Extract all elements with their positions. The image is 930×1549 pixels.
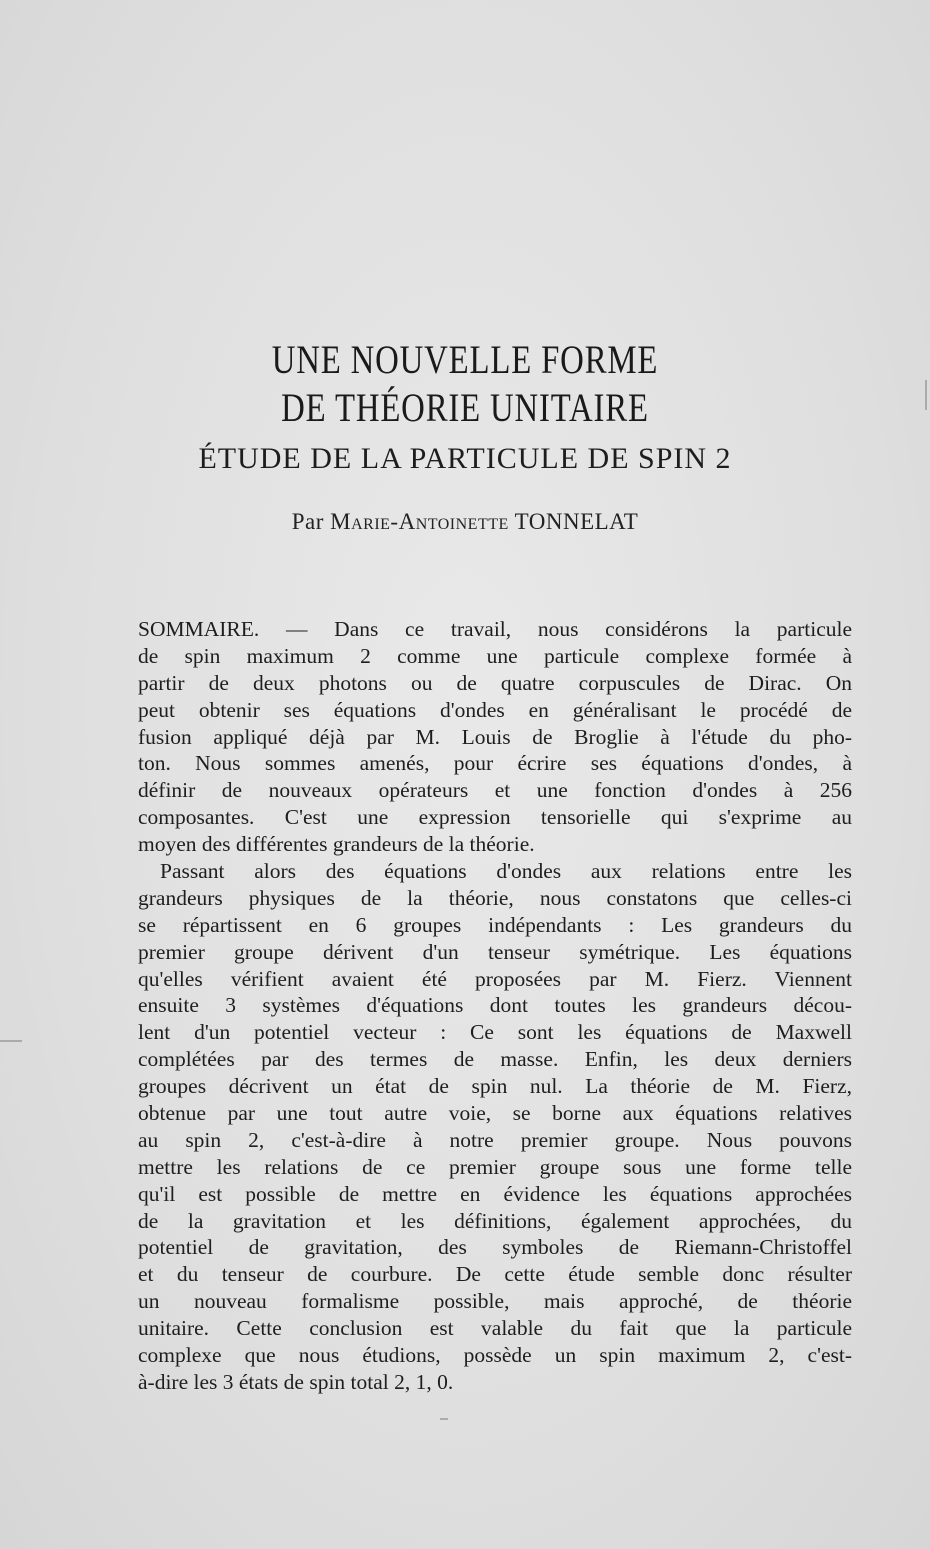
abstract-line: complétées par des termes de masse. Enfin, les deux derniers (138, 1047, 852, 1072)
abstract-line: ton. Nous sommes amenés, pour écrire ses équations d'ondes, à (138, 751, 852, 776)
subtitle: ÉTUDE DE LA PARTICULE DE SPIN 2 (198, 442, 732, 475)
abstract-line: de la gravitation et les définitions, également approchées, du (138, 1208, 852, 1233)
abstract-line: partir de deux photons ou de quatre corpuscules de Dirac. On (138, 670, 852, 695)
abstract-line: à-dire les 3 états de spin total 2, 1, 0. (138, 1369, 454, 1394)
abstract-line: peut obtenir ses équations d'ondes en généralisant le procédé de (138, 697, 852, 722)
abstract-line: obtenue par une tout autre voie, se borne aux équations relatives (138, 1101, 852, 1126)
abstract-line: au spin 2, c'est-à-dire à notre premier groupe. Nous pouvons (138, 1127, 852, 1152)
abstract-line: un nouveau formalisme possible, mais approché, de théorie (138, 1289, 852, 1314)
abstract-line: Passant alors des équations d'ondes aux relations entre les (160, 859, 852, 884)
abstract-line: moyen des différentes grandeurs de la théorie. (138, 832, 535, 857)
title-line-2: DE THÉORIE UNITAIRE (281, 385, 649, 430)
abstract-line: SOMMAIRE. — Dans ce travail, nous considérons la particule (138, 617, 852, 641)
abstract (138, 616, 852, 1396)
abstract-line: unitaire. Cette conclusion est valable du fait que la particule (138, 1316, 852, 1341)
abstract-line: et du tenseur de courbure. De cette étude semble donc résulter (138, 1262, 852, 1287)
abstract-line: potentiel de gravitation, des symboles de Riemann-Christoffel (138, 1235, 852, 1260)
abstract-line: fusion appliqué déjà par M. Louis de Broglie à l'étude du pho- (138, 724, 852, 749)
abstract-line: de spin maximum 2 comme une particule complexe formée à (138, 643, 852, 668)
byline (0, 509, 930, 535)
abstract-line: définir de nouveaux opérateurs et une fonction d'ondes à 256 (138, 778, 852, 803)
scan-artifact (440, 1418, 448, 1420)
abstract-line: qu'il est possible de mettre en évidence les équations approchées (138, 1181, 852, 1206)
title-line-1: UNE NOUVELLE FORME (271, 337, 659, 382)
abstract-line: qu'elles vérifient avaient été proposées par M. Fierz. Viennent (138, 966, 852, 991)
abstract-line: grandeurs physiques de la théorie, nous constatons que celles-ci (138, 885, 852, 910)
abstract-line: se répartissent en 6 groupes indépendants : Les grandeurs du (138, 912, 852, 937)
scan-artifact (0, 1040, 22, 1042)
abstract-line: lent d'un potentiel vecteur : Ce sont les équations de Maxwell (138, 1020, 852, 1045)
abstract-line: mettre les relations de ce premier groupe sous une forme telle (138, 1154, 852, 1179)
author-last-name: TONNELAT (514, 509, 639, 534)
scan-artifact (925, 380, 927, 410)
abstract-line: ensuite 3 systèmes d'équations dont toutes les grandeurs décou- (138, 993, 852, 1018)
author-first-name: Marie-Antoinette (330, 509, 509, 534)
abstract-line: premier groupe dérivent d'un tenseur symétrique. Les équations (138, 939, 852, 964)
abstract-line: groupes décrivent un état de spin nul. La théorie de M. Fierz, (138, 1074, 852, 1099)
abstract-line: complexe que nous étudions, possède un spin maximum 2, c'est- (138, 1343, 852, 1368)
byline-prefix: Par (291, 509, 324, 534)
abstract-line: composantes. C'est une expression tensorielle qui s'exprime au (138, 805, 852, 830)
